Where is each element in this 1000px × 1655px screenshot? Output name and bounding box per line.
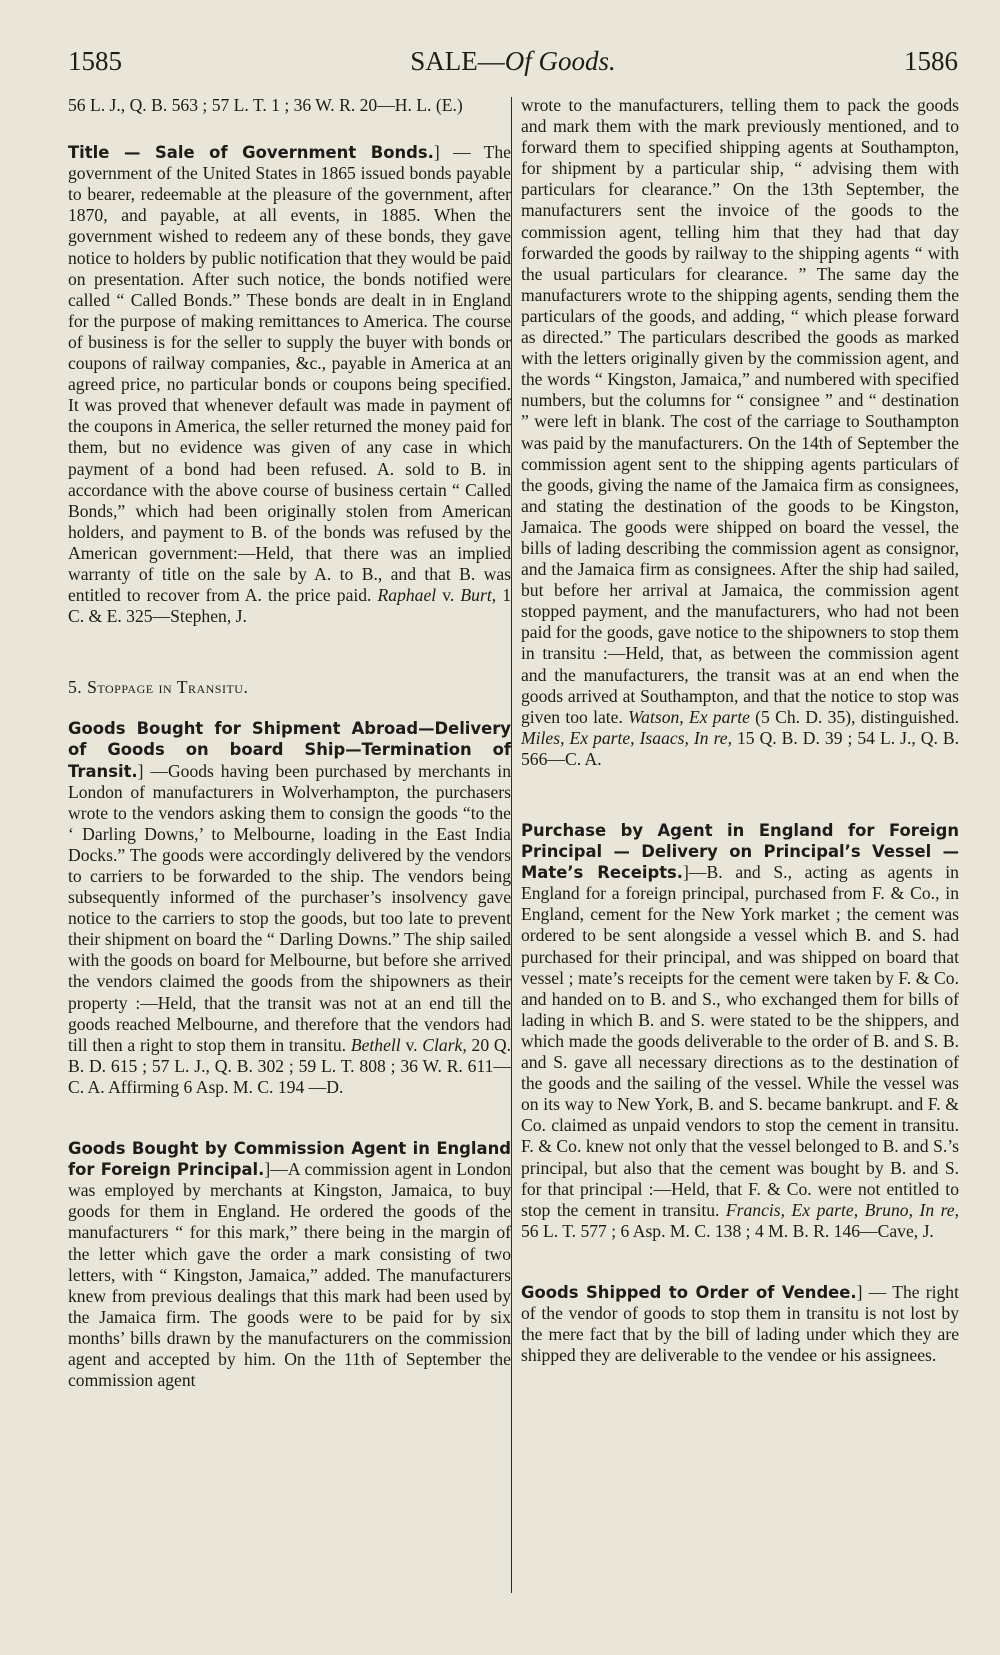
citation: 20 Q. B. D. 615 ; 57 L. J., Q. B. 302 ; 59 L. T. 808 ; 36 W. R. 611—C. A. Affirming 6 Asp. M. C. 194 —D. — [68, 1034, 511, 1097]
case-name: Miles, Ex parte, Isaacs, In re, — [521, 727, 732, 748]
case-name: Raphael — [377, 585, 437, 606]
citation-continuation: 56 L. J., Q. B. 563 ; 57 L. T. 1 ; 36 W. R. 20—H. L. (E.) — [68, 95, 463, 115]
entry-heading: Goods Bought for Shipment Abroad—Delivery of Goods on board Ship—Termination of Transit. — [68, 719, 511, 781]
running-title — [68, 46, 958, 77]
entry-order-of-vendee — [521, 1282, 959, 1366]
entry-heading: Goods Bought by Commission Agent in England for Foreign Principal. — [68, 1139, 511, 1180]
running-title-italic: Of Goods. — [504, 46, 616, 76]
left-column — [68, 95, 511, 1635]
entry-commission-agent — [68, 1138, 511, 1391]
case-name: Clark, — [422, 1034, 467, 1055]
case-name: Watson, Ex parte — [628, 706, 750, 727]
entry-heading: Goods Shipped to Order of Vendee. — [521, 1282, 857, 1302]
entry-text: ]—B. and S., acting as agents in England for a foreign principal, purchased from F. & Co., in England, cement for the New York market ; the cement was ordered to be sent alongside a vessel which B. and S. had purchased for their principal, and was shipped on board that vessel ; mate’s receipts for the cement were taken by F. & Co. and handed on to B. and S., who exchanged them for bills of lading in which B. and S. were stated to be the shippers, and which made the goods deliverable to the order of B. and S. B. and S. gave all necessary directions as to the destination of the goods and the sailing of the vessel. While the vessel was on its way to New York, B. and S. became bankrupt. and F. & Co. claimed as unpaid vendors to stop the cement in transitu. F. & Co. knew not only that the vessel belonged to B. and S.’s principal, but also that the cement was bought by B. and S. for that principal :—Held, that F. & Co. were not entitled to stop the cement in transitu. — [521, 862, 959, 1220]
citation: 15 Q. B. D. 39 ; 54 L. J., Q. B. 566—C. A. — [521, 727, 959, 769]
column-divider — [511, 97, 512, 1593]
entry-text: ]—A commission agent in London was employed by merchants at Kingston, Jamaica, to buy goods for them in England. He ordered the goods of the manufacturers “ for this mark,” there being in the margin of the letter which gave the order a mark consisting of two letters, with “ Kingston, Jamaica,” added. The manufacturers knew from previous dealings that this mark had been used by the Jamaica firm. The goods were to be paid for by six months’ bills drawn by the manufacturers on the commission agent and accepted by him. On the 11th of September the commission agent — [68, 1159, 511, 1391]
running-title-main: SALE— — [410, 46, 505, 76]
right-page-number: 1586 — [904, 46, 958, 76]
section-title: 5. Stoppage in Transitu. — [68, 677, 249, 698]
entry-purchase-by-agent — [521, 820, 959, 1242]
entry-heading: Title — Sale of Government Bonds. — [68, 143, 434, 163]
entry-shipment-abroad — [68, 718, 511, 1098]
citation: (5 Ch. D. 35), distinguished. — [749, 706, 959, 727]
page-header — [68, 46, 958, 86]
citation: 1 C. & E. 325—Stephen, J. — [68, 585, 511, 627]
right-column — [521, 95, 959, 1635]
case-versus: v. — [436, 585, 461, 606]
entry-text: ] — The right of the vendor of goods to stop them in transitu is not lost by the mere fact that by the bill of lading under which they are shipped they are deliverable to the vendee or his assignees. — [521, 1281, 959, 1366]
entry-government-bonds — [68, 142, 511, 627]
entry-heading: Purchase by Agent in England for Foreign Principal — Delivery on Principal’s Vessel — Mate’s Receipts. — [521, 821, 959, 883]
citation: 56 L. T. 577 ; 6 Asp. M. C. 138 ; 4 M. B. R. 146—Cave, J. — [521, 1220, 934, 1241]
entry-text: wrote to the manufacturers, telling them to pack the goods and mark them with the mark previously mentioned, and to forward them to specified shipping agents at Southampton, for shipment by a particular ship, “ advising them with particulars for clearance.” On the 13th September, the manufacturers sent the invoice of the goods to the commission agent, telling him that they had that day forwarded the goods by railway to the shipping agents “ with the usual particulars for clearance. ” The same day the manufacturers wrote to the shipping agents, sending them the particulars of the goods, and adding, “ which please forward as directed.” The particulars described the goods as marked with the letters originally given by the commission agent, and the words “ Kingston, Jamaica,” and numbered with specified numbers, but the columns for “ consignee ” and “ destination ” were left in blank. The cost of the carriage to Southampton was paid by the manufacturers. On the 14th of September the commission agent sent to the shipping agents particulars of the goods, giving the name of the Jamaica firm as consignees, and stating the destination of the goods to be Kingston, Jamaica. The goods were shipped on board the vessel, the bills of lading describing the commission agent as consignor, and the Jamaica firm as consignees. After the ship had sailed, but before her arrival at Jamaica, the commission agent stopped payment, and the manufacturers, who had not been paid for the goods, gave notice to the shipowners to stop them in transitu :—Held, that, as between the commission agent and the manufacturers, the transit was at an end when the goods arrived at Southampton, and that the notice to stop was given too late. — [521, 95, 959, 727]
case-name: Burt, — [460, 585, 497, 606]
case-name: Bethell — [350, 1034, 401, 1055]
entry-commission-agent-continued — [521, 95, 959, 770]
case-versus: v. — [400, 1034, 423, 1055]
entry-text: ] — The government of the United States in 1865 issued bonds payable to bearer, redeemable at the pleasure of the government, after 1870, and payable, at all events, in 1885. When the government wished to redeem any of these bonds, they gave notice to holders by public notification that they would be paid on presentation. After such notice, the bonds notified were called “ Called Bonds.” These bonds are dealt in in England for the purpose of making remittances to America. The course of business is for the seller to supply the buyer with bonds or coupons of railway companies, &c., payable in America at an agreed price, no particular bonds or coupons being specified. It was proved that whenever default was made in payment of the coupons in America, the seller returned the money paid for them, but no evidence was given of any case in which payment of a bond had been refused. A. sold to B. in accordance with the above course of business certain “ Called Bonds,” which had been originally stolen from American holders, and payment to B. of the bonds was refused by the American government:—Held, that there was an implied warranty of title on the sale by A. to B., and that B. was entitled to recover from A. the price paid. — [68, 142, 511, 606]
left-page-number: 1585 — [68, 46, 122, 76]
case-name: Francis, Ex parte, Bruno, In re, — [725, 1199, 959, 1220]
entry-text: ] —Goods having been purchased by merchants in London of manufacturers in Wolverhampton, the purchasers wrote to the vendors asking them to consign the goods “to the ‘ Darling Downs,’ to Melbourne, loading in the East India Docks.” The goods were accordingly delivered by the vendors to carriers to be forwarded to the ship. The vendors being subsequently informed of the purchaser’s insolvency gave notice to the carriers to stop the goods, but too late to prevent their shipment on board the “ Darling Downs.” The ship sailed with the goods on board for Melbourne, but before she arrived the vendors claimed the goods from the shipowners as their property :—Held, that the transit was not at an end till the goods reached Melbourne, and therefore that the vendors had till then a right to stop them in transitu. — [68, 760, 511, 1055]
